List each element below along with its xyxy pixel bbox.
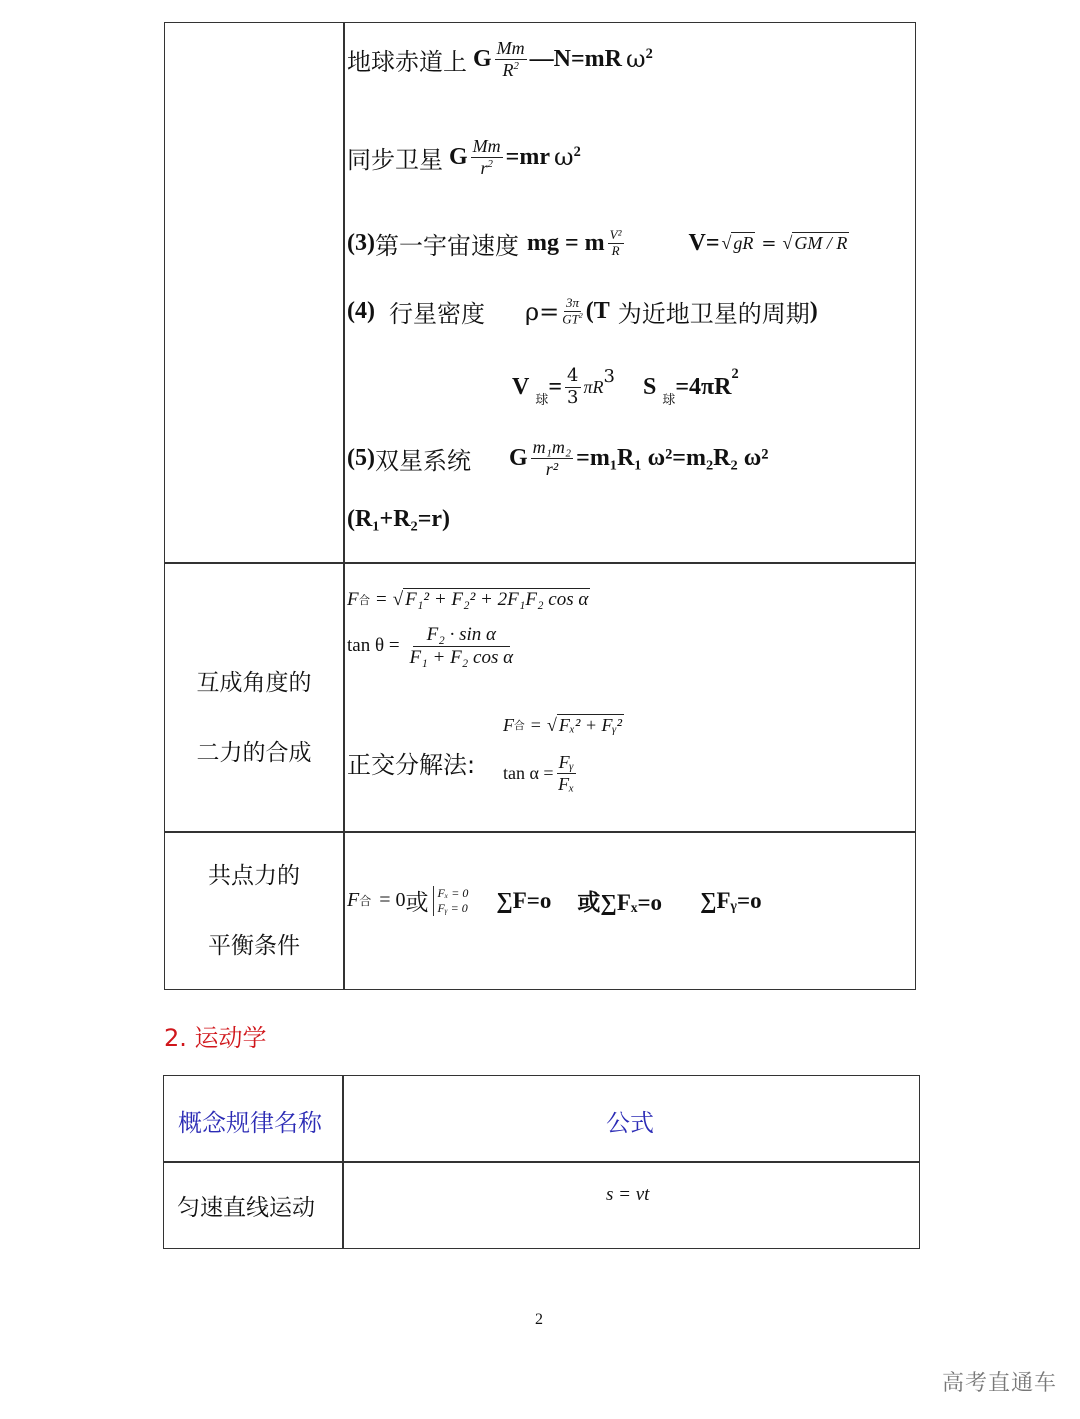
fraction: $\frac{\text{F₂ · sin α}}{\text{F₁ + F₂ cos α}}$ — [409, 624, 514, 668]
formula-sphere: V 球 = $\frac{4}{3}$ πR $^3$ S 球 =4πR $^2$ — [512, 365, 739, 409]
fraction: $\frac{Mm}{R^2}$ — [496, 38, 525, 80]
row-name-uniform-motion: 匀速直线运动 — [177, 1195, 315, 1221]
section-title-kinematics: 2. 运动学 — [164, 1024, 267, 1052]
table-row-divider — [164, 562, 916, 564]
fraction: $\frac{4}{3}$ — [567, 365, 579, 408]
formula-resultant-force: F 合 = √ F₁² + F₂² + 2F₁F₂ cos α — [347, 588, 589, 610]
table-row-divider — [163, 1161, 920, 1163]
formula-ortho-tan: tan α = $\frac{\text{Fᵧ}}{\text{Fₓ}}$ — [503, 752, 575, 794]
watermark: 高考直通车 — [942, 1371, 1058, 1396]
table-column-divider — [343, 22, 345, 990]
formula-ortho-resultant: F 合 = √ Fₓ² + Fᵧ² — [503, 714, 623, 735]
fraction: $\frac{3\pi}{GT^2}$ — [562, 294, 583, 327]
header-formula: 公式 — [606, 1109, 654, 1137]
formula-equator: 地球赤道上 G $\frac{Mm}{R^2}$ —N=mR ω 2 — [347, 38, 653, 80]
row-label-equilibrium: 共点力的 平衡条件 — [208, 863, 300, 959]
formula-planet-density: (4) 行星密度 ρ= $\frac{3\pi}{GT^2}$ (T 为近地卫星的周期 ) — [347, 294, 818, 328]
fraction: $\frac{\text{m₁m₂}}{\text{r²}}$ — [532, 437, 572, 479]
formula-binary-star: (5) 双星系统 G $\frac{\text{m₁m₂}}{\text{r²}}$ =m₁R₁ ω²=m₂R₂ ω² — [347, 437, 769, 479]
fraction: $\frac{Mm}{r^2}$ — [472, 136, 501, 178]
header-concept-name: 概念规律名称 — [178, 1109, 322, 1137]
row-label-force-composition: 互成角度的 二力的合成 — [196, 670, 312, 766]
fraction: $\frac{\text{Fᵧ}}{\text{Fₓ}}$ — [558, 752, 575, 794]
formula-tan-theta: tan θ = $\frac{\text{F₂ · sin α}}{\text{F₁ + F₂ cos α}}$ — [347, 624, 514, 668]
table-row-divider — [164, 831, 916, 833]
row-formula-uniform-motion: s = vt — [606, 1184, 650, 1205]
formula-sync-satellite: 同步卫星 G $\frac{Mm}{r^2}$ =mr ω 2 — [347, 136, 581, 178]
formula-equilibrium: F 合 = 0 或 Fₓ = 0 Fᵧ = 0 ∑F=o 或∑Fₓ=o ∑Fᵧ=o — [347, 885, 762, 916]
formula-first-cosmic-velocity: (3) 第一宇宙速度 mg = m $\frac{\text{V²}}{R}$ V= √ gR = √ GM / R — [347, 227, 848, 260]
orthogonal-decomposition-label: 正交分解法: — [347, 751, 476, 779]
fraction: $\frac{\text{V²}}{R}$ — [609, 227, 622, 258]
brace-system: Fₓ = 0 Fᵧ = 0 — [433, 886, 469, 916]
page-number: 2 — [535, 1311, 543, 1328]
formula-binary-condition: (R₁+R₂=r) — [347, 506, 451, 532]
